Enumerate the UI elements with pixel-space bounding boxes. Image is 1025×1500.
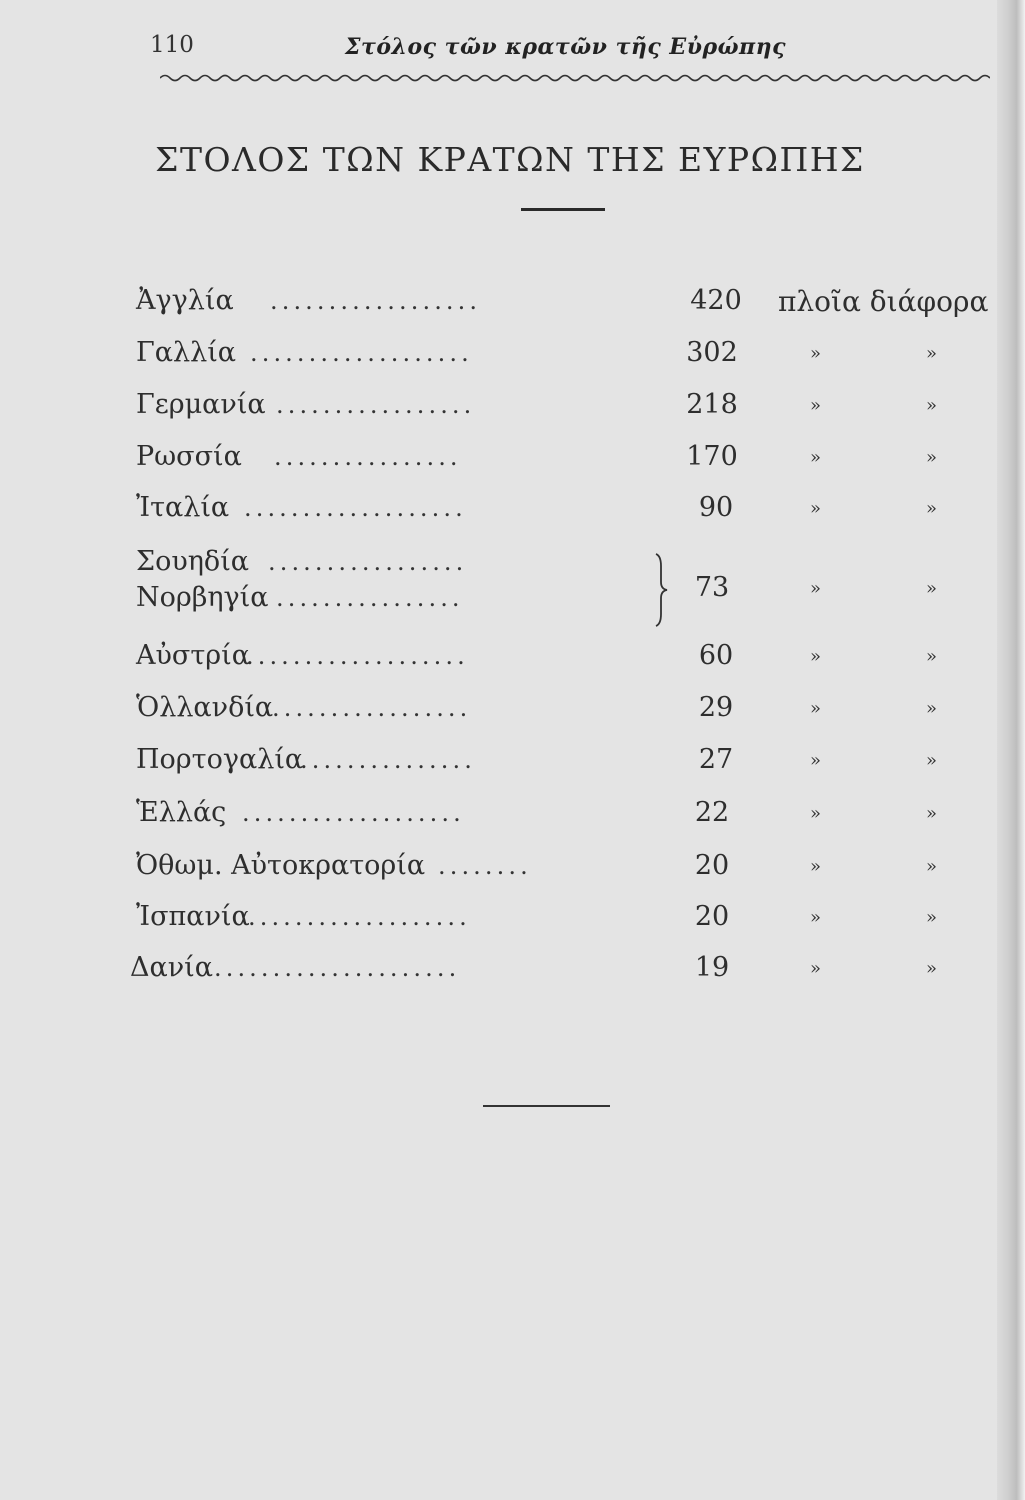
leader-dots: .................. bbox=[270, 287, 482, 315]
table-row bbox=[0, 441, 1025, 485]
ditto-mark: » bbox=[926, 856, 938, 877]
ditto-mark: » bbox=[810, 958, 822, 979]
ditto-mark: » bbox=[810, 803, 822, 824]
table-row bbox=[0, 744, 1025, 788]
ditto-mark: » bbox=[810, 698, 822, 719]
table-row bbox=[0, 389, 1025, 433]
leader-dots: ................... bbox=[246, 642, 469, 670]
leader-dots: ................... bbox=[244, 494, 467, 522]
country-name: Σουηδία bbox=[136, 546, 250, 577]
ditto-mark: » bbox=[810, 646, 822, 667]
fleet-count: 302 bbox=[686, 337, 738, 368]
ditto-mark: » bbox=[926, 395, 938, 416]
fleet-count: 20 bbox=[694, 850, 730, 881]
leader-dots: ................. bbox=[276, 391, 476, 419]
ditto-mark: » bbox=[810, 578, 822, 599]
page-number: 110 bbox=[150, 32, 194, 58]
fleet-count: 170 bbox=[686, 441, 738, 472]
ditto-mark: » bbox=[926, 498, 938, 519]
end-rule bbox=[483, 1105, 610, 1107]
ditto-mark: » bbox=[926, 646, 938, 667]
leader-dots: ................. bbox=[272, 694, 472, 722]
fleet-count: 90 bbox=[698, 492, 734, 523]
fleet-count: 420 bbox=[690, 285, 742, 316]
ditto-mark: » bbox=[926, 907, 938, 928]
country-name: Ἰσπανία bbox=[136, 901, 250, 932]
title-underline bbox=[521, 208, 605, 211]
fleet-count: 73 bbox=[694, 572, 730, 603]
table-row bbox=[0, 285, 1025, 329]
ditto-mark: » bbox=[810, 750, 822, 771]
country-name: Ἰταλία bbox=[136, 492, 230, 523]
fleet-count: 22 bbox=[694, 797, 730, 828]
fleet-count: 60 bbox=[698, 640, 734, 671]
unit-label: πλοῖα διάφορα bbox=[778, 285, 989, 318]
leader-dots: ................ bbox=[276, 584, 464, 612]
fleet-count: 19 bbox=[694, 952, 730, 983]
country-name: Γερμανία bbox=[136, 389, 266, 420]
country-name: Νορβηγία bbox=[136, 582, 269, 613]
table-row bbox=[0, 952, 1025, 996]
leader-dots: ............... bbox=[300, 746, 476, 774]
country-name: Ἀγγλία bbox=[136, 285, 234, 316]
leader-dots: ..................... bbox=[214, 954, 461, 982]
fleet-count: 218 bbox=[686, 389, 738, 420]
fleet-count: 20 bbox=[694, 901, 730, 932]
fleet-count: 29 bbox=[698, 692, 734, 723]
country-name: Ὁλλανδία bbox=[136, 692, 274, 723]
country-name: Δανία bbox=[130, 952, 213, 983]
table-row bbox=[0, 492, 1025, 536]
ditto-mark: » bbox=[926, 343, 938, 364]
table-row bbox=[0, 797, 1025, 841]
ditto-mark: » bbox=[810, 395, 822, 416]
leader-dots: ................... bbox=[248, 903, 471, 931]
country-name: Ὀθωμ. Αὐτοκρατορία bbox=[136, 850, 426, 881]
leader-dots: ................. bbox=[268, 548, 468, 576]
ditto-mark: » bbox=[810, 498, 822, 519]
ditto-mark: » bbox=[926, 750, 938, 771]
country-name: Γαλλία bbox=[136, 337, 237, 368]
country-name: Αὐστρία bbox=[136, 640, 250, 671]
running-header: Στόλος τῶν κρατῶν τῆς Εὐρώπης bbox=[345, 34, 787, 60]
country-name: Πορτογαλία bbox=[136, 744, 304, 775]
ditto-mark: » bbox=[926, 803, 938, 824]
country-name: Ρωσσία bbox=[136, 441, 242, 472]
leader-dots: ........ bbox=[438, 852, 532, 880]
ditto-mark: » bbox=[926, 447, 938, 468]
leader-dots: ................ bbox=[274, 443, 462, 471]
country-name: Ἑλλάς bbox=[136, 797, 227, 828]
table-row bbox=[0, 850, 1025, 894]
ditto-mark: » bbox=[810, 856, 822, 877]
table-row bbox=[0, 901, 1025, 945]
table-row bbox=[0, 337, 1025, 381]
table-row-value bbox=[0, 572, 1025, 616]
table-row bbox=[0, 692, 1025, 736]
ditto-mark: » bbox=[810, 907, 822, 928]
wavy-header-rule bbox=[160, 72, 990, 84]
table-row bbox=[0, 640, 1025, 684]
ditto-mark: » bbox=[810, 343, 822, 364]
ditto-mark: » bbox=[926, 578, 938, 599]
fleet-count: 27 bbox=[698, 744, 734, 775]
ditto-mark: » bbox=[926, 958, 938, 979]
ditto-mark: » bbox=[926, 698, 938, 719]
page-title: ΣΤΟΛΟΣ ΤΩΝ ΚΡΑΤΩΝ ΤΗΣ ΕΥΡΩΠΗΣ bbox=[155, 140, 865, 179]
leader-dots: ................... bbox=[250, 339, 473, 367]
leader-dots: ................... bbox=[242, 799, 465, 827]
ditto-mark: » bbox=[810, 447, 822, 468]
